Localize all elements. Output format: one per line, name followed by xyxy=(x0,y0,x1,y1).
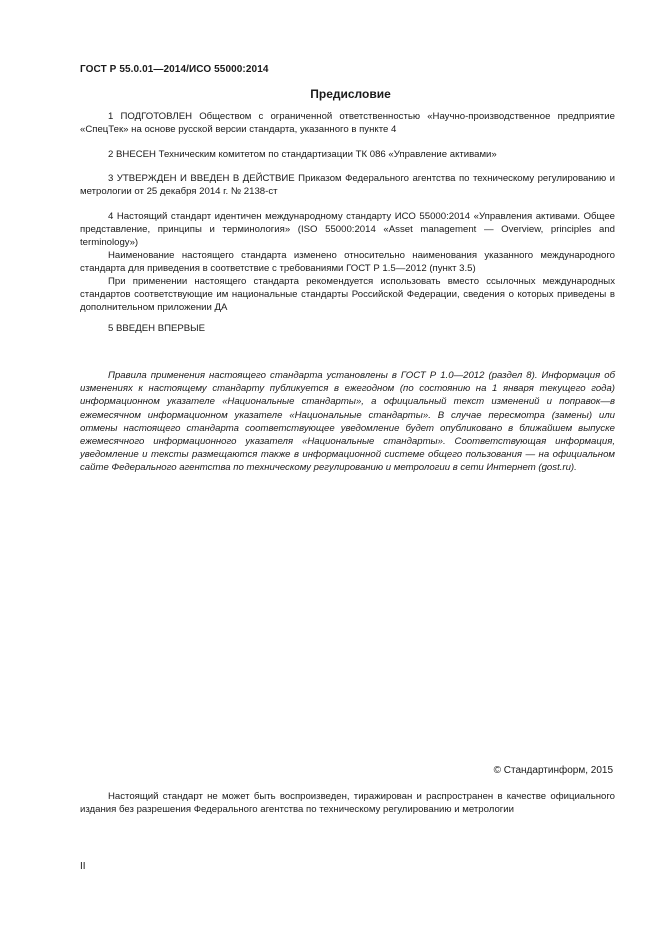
preface-paragraph: 5 ВВЕДЕН ВПЕРВЫЕ xyxy=(108,323,206,334)
preface-item-3 xyxy=(80,172,615,198)
preface-item-5 xyxy=(80,322,615,335)
copyright-line: © Стандартинформ, 2015 xyxy=(493,765,613,776)
application-rules-notice: Правила применения настоящего стандарта установлены в ГОСТ Р 1.0—2012 (раздел 8). Информация об изменениях к настоящему стандарту публикуется в ежегодном (по состоянию на 1 января текущего года) информационном указателе «Национальные стандарты», а официальный текст изменений и поправок—в ежемесячном информационном указателе «Национальные стандарты». В случае пересмотра (замены) или отмены настоящего стандарта соответствующее уведомление будет опубликовано в ближайшем выпуске ежемесячного информационного указателя «Национальные стандарты». Соответствующая информация, уведомление и тексты размещаются также в информационной системе общего пользования — на официальном сайте Федерального агентства по техническому регулированию и метрологии в сети Интернет (gost.ru). xyxy=(80,370,615,474)
reproduction-disclaimer: Настоящий стандарт не может быть воспроизведен, тиражирован и распространен в качестве официального издания без разрешения Федерального агентства по техническому регулированию и метрологии xyxy=(80,791,615,816)
preface-paragraph: 4 Настоящий стандарт идентичен международному стандарту ИСО 55000:2014 «Управления активами. Общее представление, принципы и терминология» (ISO 55000:2014 «Asset management — Overview, principles and terminology») xyxy=(80,211,615,248)
preface-paragraph: При применении настоящего стандарта рекомендуется использовать вместо ссылочных международных стандартов соответствующие им национальные стандарты Российской Федерации, сведения о которых приведены в дополнительном приложении ДА xyxy=(80,276,615,313)
preface-title: Предисловие xyxy=(310,87,391,101)
preface-paragraph: 1 ПОДГОТОВЛЕН Обществом с ограниченной ответственностью «Научно-производственное предприятие «СпецТек» на основе русской версии стандарта, указанного в пункте 4 xyxy=(80,111,615,135)
preface-item-2 xyxy=(80,148,615,161)
document-id-header: ГОСТ Р 55.0.01—2014/ИСО 55000:2014 xyxy=(80,64,269,75)
preface-item-4 xyxy=(80,210,615,314)
preface-item-1 xyxy=(80,110,615,136)
preface-paragraph: 3 УТВЕРЖДЕН И ВВЕДЕН В ДЕЙСТВИЕ Приказом Федерального агентства по техническому регулированию и метрологии от 25 декабря 2014 г. № 2138-ст xyxy=(80,173,615,197)
preface-paragraph: Наименование настоящего стандарта изменено относительно наименования указанного международного стандарта для приведения в соответствие с требованиями ГОСТ Р 1.5—2012 (пункт 3.5) xyxy=(80,250,615,274)
preface-paragraph: 2 ВНЕСЕН Техническим комитетом по стандартизации ТК 086 «Управление активами» xyxy=(108,149,497,160)
page-number: II xyxy=(80,861,86,872)
